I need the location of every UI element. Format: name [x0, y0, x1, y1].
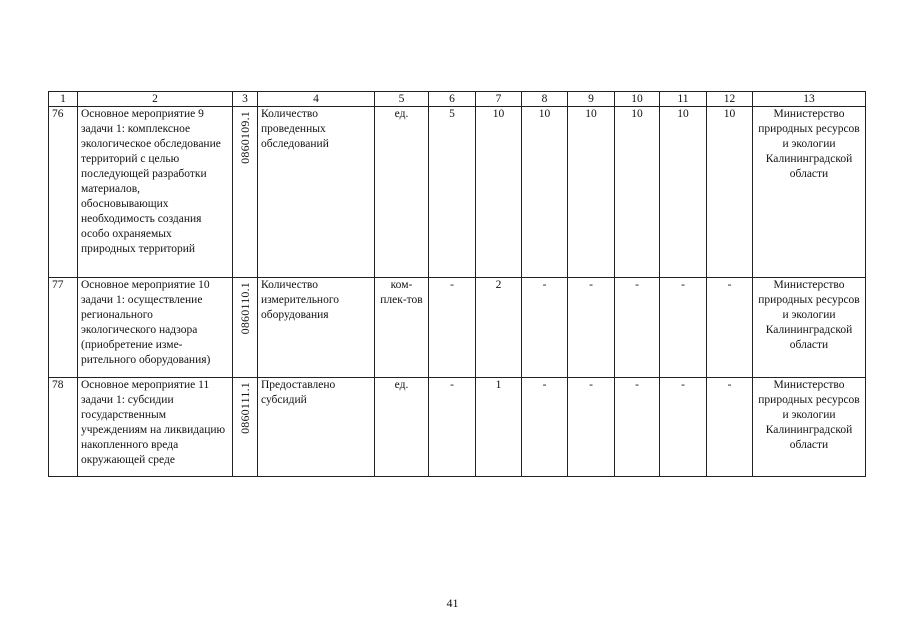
table-row	[49, 378, 866, 477]
header-cell: 7	[476, 92, 522, 107]
value-cell: 10	[707, 107, 753, 278]
header-cell: 10	[615, 92, 660, 107]
value-cell: -	[707, 278, 753, 378]
row-number: 76	[49, 107, 78, 278]
header-cell: 13	[753, 92, 866, 107]
header-cell: 12	[707, 92, 753, 107]
responsible-body: Министерство природных ресурсов и экологии Калининградской области	[753, 378, 866, 477]
budget-code-cell	[233, 278, 258, 378]
unit: ед.	[375, 107, 429, 278]
value-cell: 10	[522, 107, 568, 278]
row-number: 78	[49, 378, 78, 477]
table-row	[49, 107, 866, 278]
value-cell: 10	[615, 107, 660, 278]
value-cell: -	[660, 378, 707, 477]
page-number: 41	[446, 596, 459, 610]
value-cell: -	[615, 278, 660, 378]
value-cell: -	[660, 278, 707, 378]
value-cell: -	[429, 278, 476, 378]
header-cell: 9	[568, 92, 615, 107]
header-cell: 8	[522, 92, 568, 107]
value-cell: -	[522, 378, 568, 477]
header-cell: 5	[375, 92, 429, 107]
program-table	[48, 91, 866, 477]
header-cell: 3	[233, 92, 258, 107]
value-cell: -	[568, 378, 615, 477]
value-cell: 5	[429, 107, 476, 278]
header-row	[49, 92, 866, 107]
budget-code-cell	[233, 107, 258, 278]
activity-name: Основное мероприятие 9 задачи 1: комплексное экологическое обследование территорий с целью последующей разработки материалов, обосновывающих необходимость создания особо охраняемых природных территорий	[78, 107, 233, 278]
value-cell: -	[568, 278, 615, 378]
responsible-body: Министерство природных ресурсов и экологии Калининградской области	[753, 107, 866, 278]
value-cell: -	[707, 378, 753, 477]
value-cell: -	[615, 378, 660, 477]
header-cell: 11	[660, 92, 707, 107]
budget-code: 0860111.1	[237, 382, 252, 434]
activity-name: Основное мероприятие 10 задачи 1: осуществление регионального экологического надзора (приобретение изме-рительного оборудования)	[78, 278, 233, 378]
value-cell: 10	[568, 107, 615, 278]
indicator-name: Количество измерительного оборудования	[258, 278, 375, 378]
header-cell: 6	[429, 92, 476, 107]
unit: ком-плек-тов	[375, 278, 429, 378]
indicator-name: Предоставлено субсидий	[258, 378, 375, 477]
header-cell: 2	[78, 92, 233, 107]
header-cell: 1	[49, 92, 78, 107]
budget-code: 0860109.1	[237, 111, 252, 164]
value-cell: -	[429, 378, 476, 477]
unit: ед.	[375, 378, 429, 477]
value-cell: 10	[660, 107, 707, 278]
responsible-body: Министерство природных ресурсов и экологии Калининградской области	[753, 278, 866, 378]
value-cell: 10	[476, 107, 522, 278]
activity-name: Основное мероприятие 11 задачи 1: субсидии государственным учреждениям на ликвидацию накопленного вреда окружающей среде	[78, 378, 233, 477]
budget-code: 0860110.1	[237, 282, 252, 335]
budget-code-cell	[233, 378, 258, 477]
row-number: 77	[49, 278, 78, 378]
table-row	[49, 278, 866, 378]
indicator-name: Количество проведенных обследований	[258, 107, 375, 278]
value-cell: -	[522, 278, 568, 378]
value-cell: 1	[476, 378, 522, 477]
header-cell: 4	[258, 92, 375, 107]
value-cell: 2	[476, 278, 522, 378]
